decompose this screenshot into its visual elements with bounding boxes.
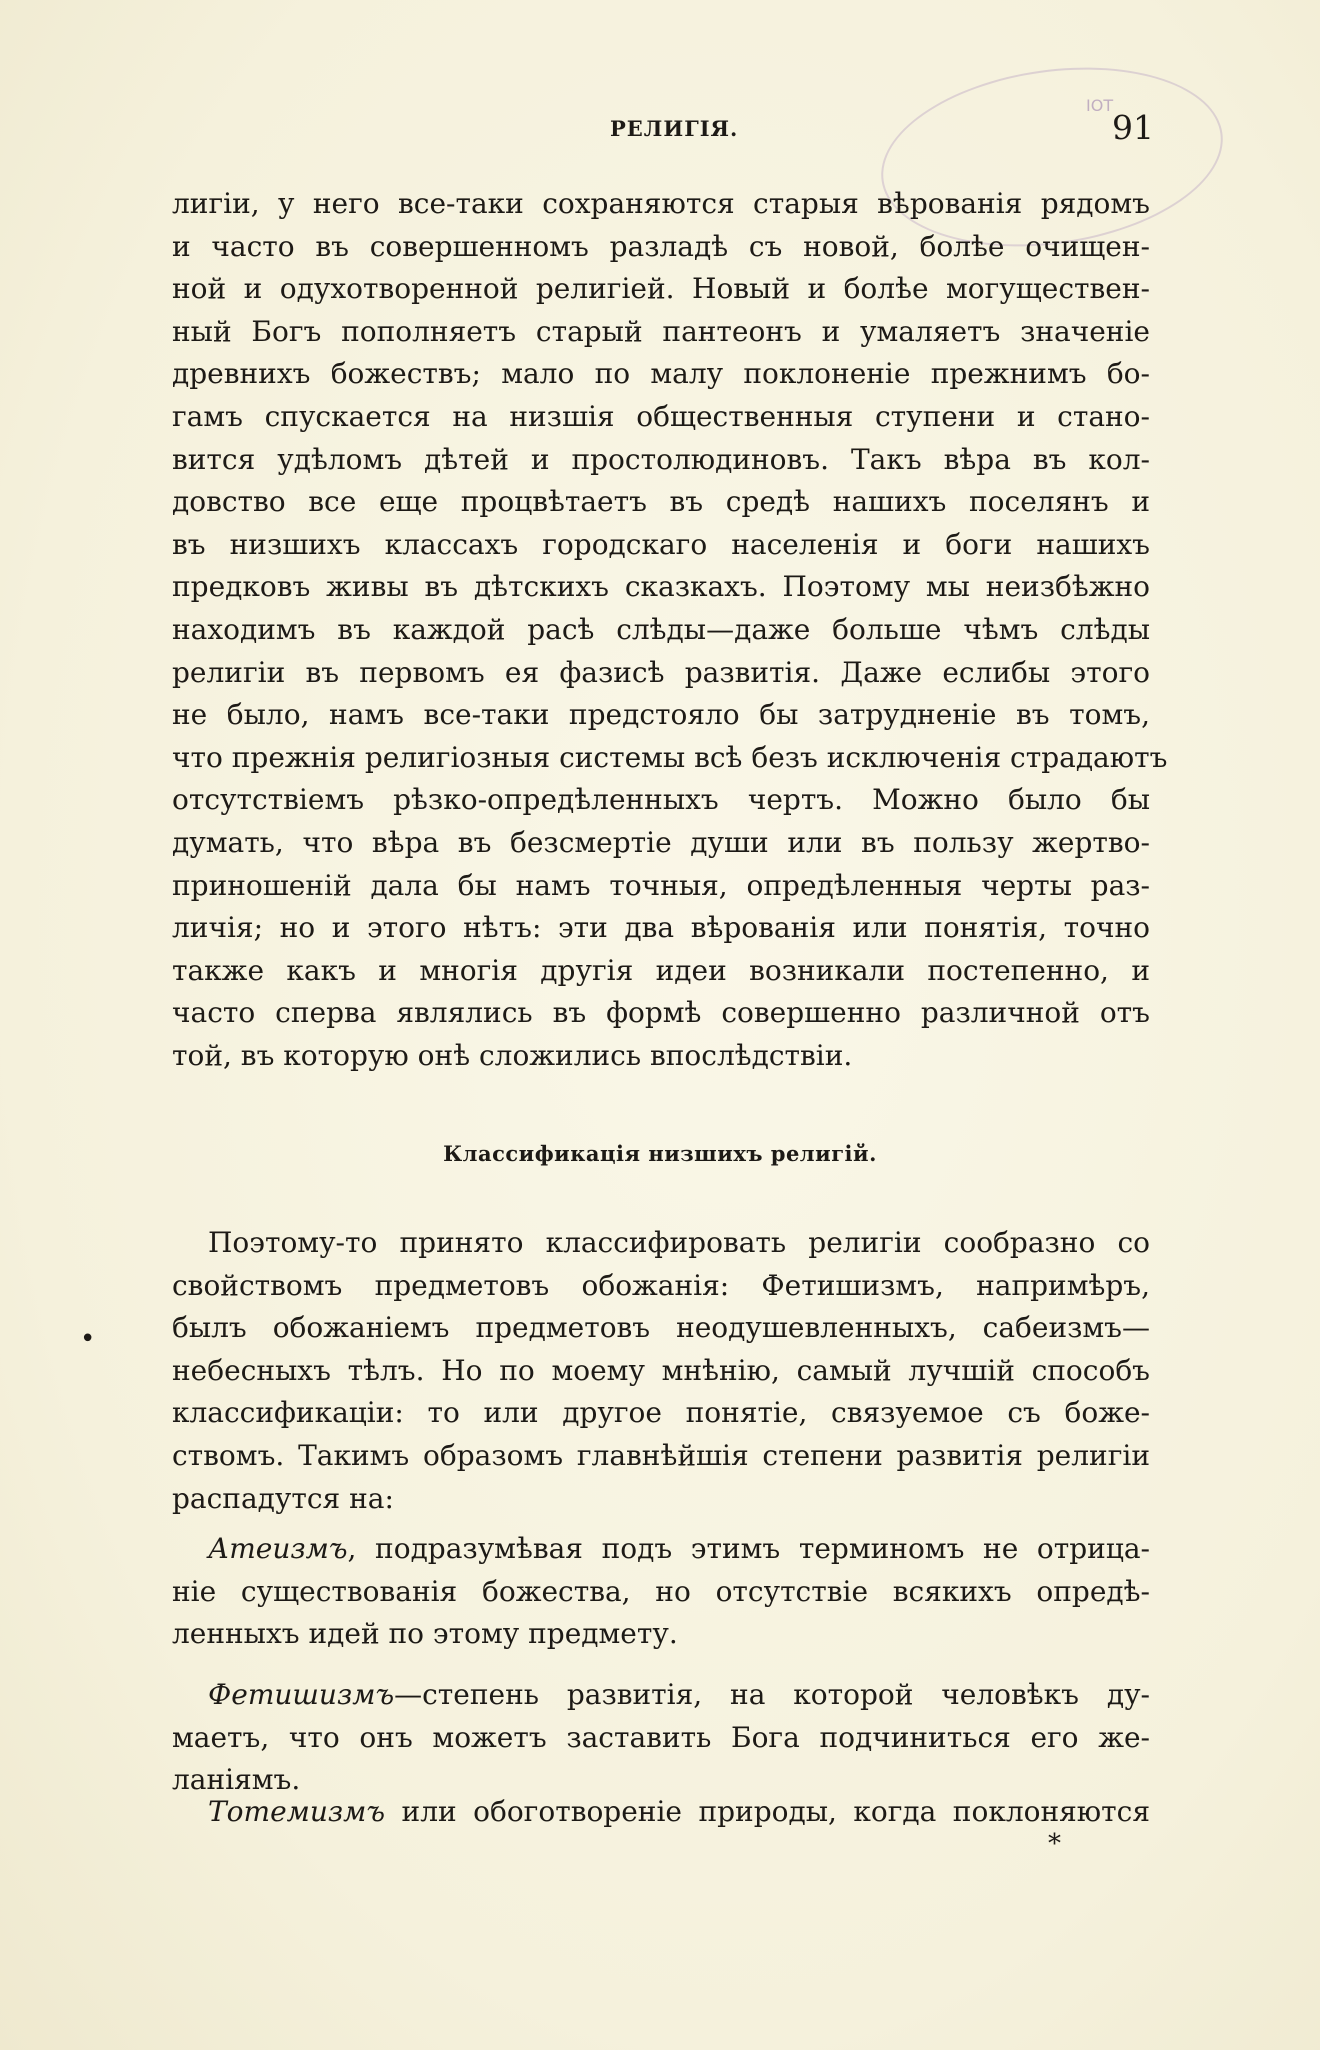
text-line: не было, намъ все-таки предстояло бы затрудненіе въ томъ, (172, 698, 1150, 732)
atheism-paragraph (172, 1528, 1150, 1656)
text-fragment: , подразумѣвая подъ этимъ терминомъ не отрица- (347, 1532, 1150, 1565)
text-line: Поэтому-то принято классифировать религіи сообразно со (208, 1226, 1150, 1259)
text-line: вится удѣломъ дѣтей и простолюдиновъ. Такъ вѣра въ кол- (172, 442, 1150, 476)
section-heading: Классификація низшихъ религій. (443, 1141, 877, 1166)
text-line: религіи въ первомъ ея фазисѣ развитія. Даже еслибы этого (172, 655, 1150, 689)
text-line: небесныхъ тѣлъ. Но по моему мнѣнію, самый лучшій способъ (172, 1353, 1150, 1387)
page-number: 91 (1112, 108, 1154, 147)
text-line: также какъ и многія другія идеи возникали постепенно, и (172, 953, 1150, 987)
text-line: личія; но и этого нѣтъ: эти два вѣрованія или понятія, точно (172, 911, 1150, 945)
text-line (172, 1528, 1150, 1571)
paragraph-continuation (172, 183, 1168, 1077)
term-totemism: Тотемизмъ (208, 1795, 386, 1828)
text-line: часто сперва являлись въ формѣ совершенно различной отъ (172, 996, 1150, 1030)
text-line: ной и одухотворенной религіей. Новый и болѣе могуществен- (172, 272, 1150, 306)
text-line: и часто въ совершенномъ разладѣ съ новой, болѣе очищен- (172, 229, 1150, 263)
margin-mark: • (80, 1324, 96, 1354)
text-line: гамъ спускается на низшія общественныя ступени и стано- (172, 399, 1150, 433)
term-atheism: Атеизмъ (208, 1532, 348, 1565)
signature-mark: * (1048, 1829, 1061, 1859)
text-line: древнихъ божествъ; мало по малу поклоненіе прежнимъ бо- (172, 357, 1150, 391)
text-line: былъ обожаніемъ предметовъ неодушевленныхъ, сабеизмъ— (172, 1311, 1150, 1345)
text-line: что прежнія религіозныя системы всѣ безъ исключенія страдаютъ (172, 740, 1168, 774)
text-line: ланіямъ. (172, 1763, 301, 1797)
text-line: отсутствіемъ рѣзко-опредѣленныхъ чертъ. Можно было бы (172, 783, 1150, 817)
page-header (0, 108, 1320, 148)
text-fragment: —степень развитія, на которой человѣкъ ду- (394, 1678, 1150, 1711)
running-head: РЕЛИГІЯ. (610, 116, 739, 141)
text-line (172, 1674, 1150, 1717)
text-line: классификаціи: то или другое понятіе, связуемое съ боже- (172, 1396, 1150, 1430)
text-line: находимъ въ каждой расѣ слѣды—даже больше чѣмъ слѣды (172, 612, 1150, 646)
text-line: ленныхъ идей по этому предмету. (172, 1617, 678, 1651)
text-line: распадутся на: (172, 1481, 394, 1515)
text-line: маетъ, что онъ можетъ заставить Бога подчиниться его же- (172, 1720, 1150, 1754)
text-fragment: или обоготвореніе природы, когда поклоняются (385, 1795, 1150, 1828)
text-line: думать, что вѣра въ безсмертіе души или въ пользу жертво- (172, 825, 1150, 859)
text-line: ный Богъ пополняетъ старый пантеонъ и умаляетъ значеніе (172, 314, 1150, 348)
text-line: предковъ живы въ дѣтскихъ сказкахъ. Поэтому мы неизбѣжно (172, 570, 1150, 604)
text-line: ствомъ. Такимъ образомъ главнѣйшія степени развитія религіи (172, 1438, 1150, 1472)
text-line: свойствомъ предметовъ обожанія: Фетишизмъ, напримѣръ, (172, 1268, 1150, 1302)
totemism-paragraph (172, 1791, 1150, 1834)
text-line: ніе существованія божества, но отсутствіе всякихъ опредѣ- (172, 1574, 1150, 1608)
text-line: довство все еще процвѣтаетъ въ средѣ нашихъ поселянъ и (172, 485, 1150, 519)
text-line: въ низшихъ классахъ городскаго населенія и боги нашихъ (172, 527, 1150, 561)
classification-paragraph (172, 1222, 1150, 1520)
text-line (172, 1791, 1150, 1834)
term-fetishism: Фетишизмъ (208, 1678, 395, 1711)
text-line: приношеній дала бы намъ точныя, опредѣленныя черты раз- (172, 868, 1150, 902)
fetishism-paragraph (172, 1674, 1150, 1802)
text-line: той, въ которую онѣ сложились впослѣдствіи. (172, 1038, 853, 1072)
text-line: лигіи, у него все-таки сохраняются старыя вѣрованія рядомъ (172, 187, 1150, 220)
stamp-text: ІОТ (1086, 96, 1114, 115)
